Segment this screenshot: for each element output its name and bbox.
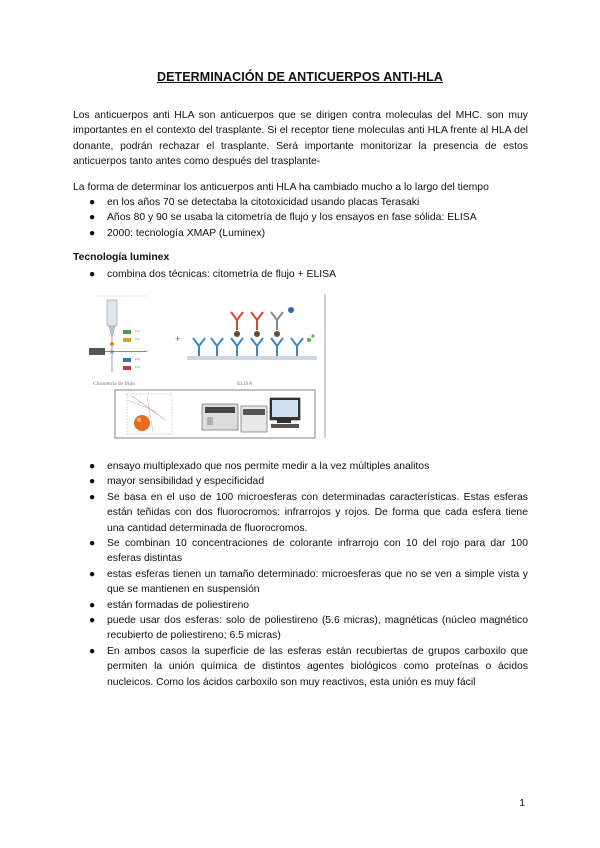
list-item: ● puede usar dos esferas: solo de poliestireno (5.6 micras), magnéticas (núcleo magnético recubierto de poliestireno; 6.5 micras)	[89, 615, 528, 642]
bullet-icon: ●	[89, 197, 96, 208]
bullet-icon: ●	[89, 599, 96, 611]
figure-label-right: ELISA	[237, 381, 253, 387]
figure-label-left: Citometría de flujo	[93, 381, 135, 387]
list-item: ● en los años 70 se detectaba la citotoxicidad usando placas Terasaki	[73, 195, 528, 210]
luminex-details-list	[73, 459, 528, 690]
luminex-heading: Tecnología luminex	[73, 252, 170, 263]
figure-plus: +	[175, 334, 181, 344]
list-item: ● están formadas de poliestireno	[73, 598, 528, 613]
list-item: ● combina dos técnicas: citometría de flujo + ELISA	[73, 267, 528, 282]
bullet-icon: ●	[89, 645, 96, 657]
list-item: ● estas esferas tienen un tamaño determinado: microesferas que no se ven a simple vista y que se mantienen en suspensión	[89, 568, 528, 596]
intro-paragraph: Los anticuerpos anti HLA son anticuerpos que se dirigen contra moleculas del MHC. son muy importantes en el contexto del trasplante. Si el receptor tiene moleculas anti HLA frente al HLA del donante, podrán rechazar el trasplante. Será importante monitorizar la presencia de estos anticuerpos tanto antes como después del trasplante-	[73, 110, 528, 168]
page-number: 1	[519, 798, 525, 809]
bullet-icon: ●	[89, 491, 96, 503]
page-title: DETERMINACIÓN DE ANTICUERPOS ANTI-HLA	[156, 70, 444, 84]
luminex-instrument-panel	[115, 390, 315, 438]
luminex-figure	[87, 292, 327, 440]
luminex-intro-list	[73, 267, 528, 282]
list-item: ● En ambos casos la superficie de las esferas están recubiertas de grupos carboxilo que permiten la unión química de distintos agentes biológicos como proteínas o ácidos nucleicos. Como los ácidos carboxilo son muy reactivos, esta unión es muy fácil	[89, 645, 528, 688]
bullet-icon: ●	[89, 615, 96, 627]
history-intro: La forma de determinar los anticuerpos anti HLA ha cambiado mucho a lo largo del tiempo	[73, 182, 489, 193]
svg-text:FL1: FL1	[135, 329, 141, 333]
bullet-icon: ●	[89, 476, 96, 488]
bullet-icon: ●	[89, 227, 96, 239]
list-item: ● mayor sensibilidad y especificidad	[73, 474, 528, 489]
list-item: ● 2000: tecnología XMAP (Luminex)	[73, 226, 528, 241]
svg-text:FL3: FL3	[135, 357, 141, 361]
history-list	[73, 195, 528, 241]
bullet-icon: ●	[89, 568, 96, 580]
elisa-illustration	[187, 307, 317, 387]
bullet-icon: ●	[89, 212, 96, 224]
list-item: ● Se combinan 10 concentraciones de colorante infrarrojo con 10 del rojo para dar 100 esferas distintas	[89, 538, 528, 565]
list-item: ● Se basa en el uso de 100 microesferas con determinadas características. Estas esferas están teñidas con dos fluorocromos: infrarrojos y rojos. De forma que cada esfera tiene una cantidad determinada de fluorocromos.	[89, 491, 528, 534]
bullet-icon: ●	[89, 461, 96, 472]
svg-text:FL4: FL4	[135, 365, 141, 369]
list-item: ● ensayo multiplexado que nos permite medir a la vez múltiples analitos	[73, 459, 528, 474]
bullet-icon: ●	[89, 269, 96, 280]
flow-cytometry-illustration	[89, 296, 147, 387]
svg-text:FL2: FL2	[135, 337, 141, 341]
bullet-icon: ●	[89, 538, 96, 550]
list-item: ● Años 80 y 90 se usaba la citometría de flujo y los ensayos en fase sólida: ELISA	[73, 210, 528, 225]
